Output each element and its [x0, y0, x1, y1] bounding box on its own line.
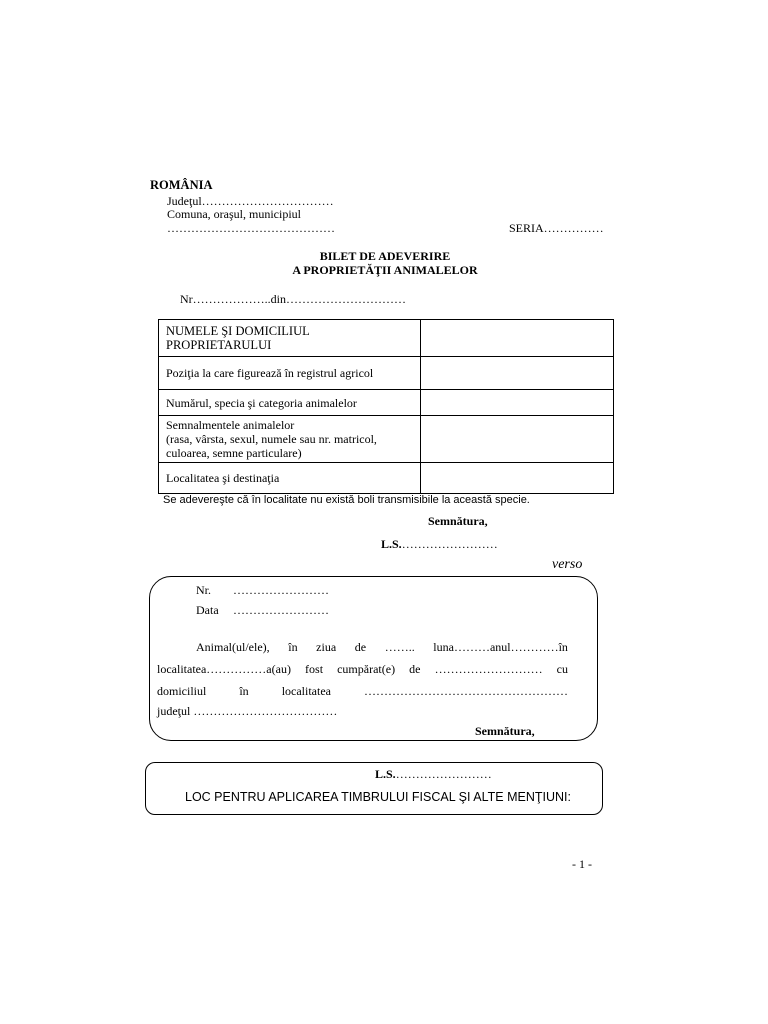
table-label-animal-count: Numărul, specia şi categoria animalelor — [159, 390, 421, 416]
document-title-line2: A PROPRIETĂŢII ANIMALELOR — [292, 263, 478, 277]
table-label-animal-marks: Semnalmentele animalelor (rasa, vârsta, sexul, numele sau nr. matricol, culoarea, semne particulare) — [159, 416, 421, 463]
table-row — [159, 357, 614, 390]
series-line: SERIA…………… — [509, 221, 604, 235]
stamp-instructions: LOC PENTRU APLICAREA TIMBRULUI FISCAL ŞI ALTE MENŢIUNI: — [185, 790, 571, 804]
table-label-registry-position: Poziţia la care figurează în registrul agricol — [159, 357, 421, 390]
county-line: Judeţul…………………………… — [167, 194, 334, 208]
verso-word: ziua — [316, 640, 337, 654]
table-label-owner: NUMELE ŞI DOMICILIUL PROPRIETARULUI — [159, 320, 421, 357]
verso-nr-dots: …………………… — [233, 583, 329, 597]
table-value-owner[interactable] — [421, 320, 614, 357]
verso-word: în — [239, 684, 249, 698]
commune-dots: …………………………………… — [167, 221, 335, 235]
table-row — [159, 463, 614, 494]
verso-word: de — [409, 662, 421, 676]
verso-sentence-line1 — [196, 640, 568, 655]
table-value-registry-position[interactable] — [421, 357, 614, 390]
stamp-ls-line: L.S.…………………… — [375, 767, 492, 781]
verso-word: …….. — [384, 640, 415, 654]
verso-date-dots: …………………… — [233, 603, 329, 617]
document-title-line1: BILET DE ADEVERIRE — [319, 249, 451, 263]
verso-word: …………………………………………… — [364, 684, 568, 698]
verso-word: Animal(ul/ele), — [196, 640, 270, 654]
table-row — [159, 320, 614, 357]
table-value-animal-marks[interactable] — [421, 416, 614, 463]
table-label-locality-destination: Localitatea şi destinaţia — [159, 463, 421, 494]
owner-info-table — [158, 319, 614, 494]
verso-word: de — [354, 640, 367, 654]
verso-word: fost — [305, 662, 324, 676]
verso-word: cumpărat(e) — [337, 662, 396, 676]
verso-word: cu — [556, 662, 568, 676]
commune-line: Comuna, oraşul, municipiul — [167, 207, 301, 221]
verso-word: luna………anul…………în — [433, 640, 568, 654]
fiscal-stamp-box — [145, 762, 603, 815]
verso-word: în — [288, 640, 298, 654]
verso-county-line: judeţul ……………………………… — [157, 704, 338, 718]
certification-text: Se adevereşte că în localitate nu există boli transmisibile la această specie. — [163, 494, 530, 506]
table-value-locality-destination[interactable] — [421, 463, 614, 494]
verso-sentence-line3 — [157, 684, 568, 699]
number-date-line: Nr………………..din………………………… — [180, 292, 406, 306]
verso-word: localitatea……………a(au) — [157, 662, 291, 676]
verso-word: ……………………… — [434, 662, 543, 676]
verso-word: domiciliul — [157, 684, 207, 698]
country-heading: ROMÂNIA — [150, 178, 213, 192]
table-row — [159, 416, 614, 463]
verso-word: localitatea — [281, 684, 331, 698]
verso-nr-label: Nr. — [196, 583, 211, 597]
table-row — [159, 390, 614, 416]
verso-heading: verso — [552, 557, 583, 572]
ls-line: L.S.…………………… — [381, 537, 498, 551]
signature-label: Semnătura, — [428, 514, 488, 528]
verso-date-label: Data — [196, 603, 219, 617]
verso-signature-label: Semnătura, — [475, 724, 535, 738]
table-value-animal-count[interactable] — [421, 390, 614, 416]
verso-sentence-line2 — [157, 662, 568, 677]
page-number: - 1 - — [572, 857, 592, 871]
